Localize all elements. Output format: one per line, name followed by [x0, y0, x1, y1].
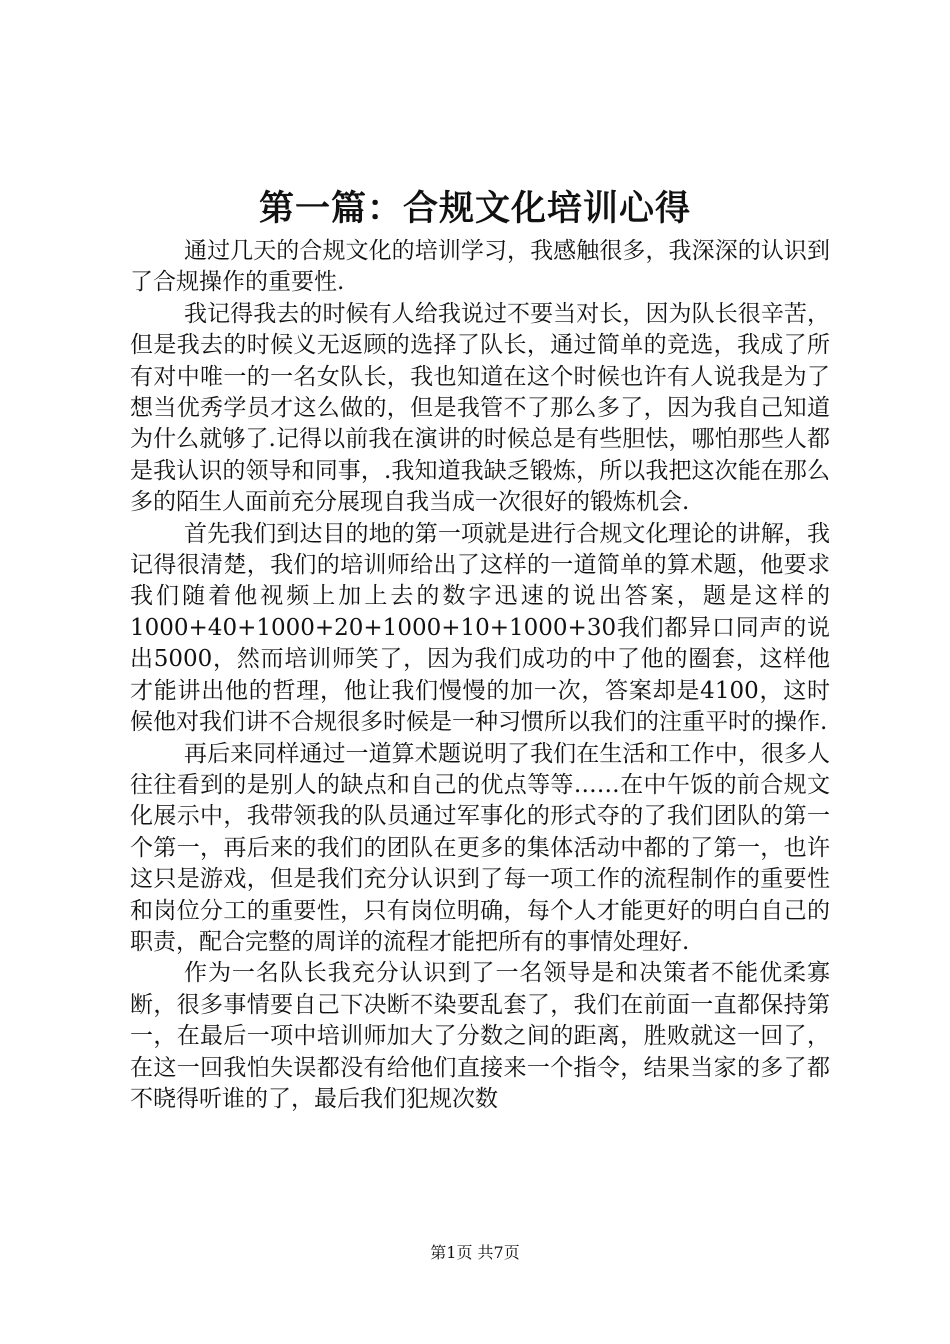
paragraph-1: 通过几天的合规文化的培训学习，我感触很多，我深深的认识到了合规操作的重要性.	[130, 238, 830, 296]
paragraph-2: 我记得我去的时候有人给我说过不要当对长，因为队长很辛苦，但是我去的时候义无返顾的选择了队长，通过简单的竞选，我成了所有对中唯一的一名女队长，我也知道在这个时候也许有人说我是为了想当优秀学员才这么做的，但是我管不了那么多了，因为我自己知道为什么就够了.记得以前我在演讲的时候总是有些胆怯，哪怕那些人都是我认识的领导和同事，.我知道我缺乏锻炼，所以我把这次能在那么多的陌生人面前充分展现自我当成一次很好的锻炼机会.	[130, 300, 830, 516]
document-body	[130, 236, 830, 1115]
paragraph-5: 作为一名队长我充分认识到了一名领导是和决策者不能优柔寡断，很多事情要自己下决断不染要乱套了，我们在前面一直都保持第一，在最后一项中培训师加大了分数之间的距离，胜败就这一回了，在这一回我怕失误都没有给他们直接来一个指令，结果当家的多了都不晓得听谁的了，最后我们犯规次数	[130, 960, 830, 1112]
paragraph-4: 再后来同样通过一道算术题说明了我们在生活和工作中，很多人往往看到的是别人的缺点和自己的优点等等……在中午饭的前合规文化展示中，我带领我的队员通过军事化的形式夺的了我们团队的第一个第一，再后来的我们的团队在更多的集体活动中都的了第一，也许这只是游戏，但是我们充分认识到了每一项工作的流程制作的重要性和岗位分工的重要性，只有岗位明确，每个人才能更好的明白自己的职责，配合完整的周详的流程才能把所有的事情处理好.	[130, 740, 830, 955]
page-number-footer: 第1页 共7页	[430, 1243, 520, 1262]
document-title: 第一篇：合规文化培训心得	[258, 188, 691, 229]
paragraph-3: 首先我们到达目的地的第一项就是进行合规文化理论的讲解，我记得很清楚，我们的培训师给出了这样的一道简单的算术题，他要求我们随着他视频上加上去的数字迅速的说出答案，题是这样的1000+40+1000+20+1000+10+1000+30我们都异口同声的说出5000，然而培训师笑了，因为我们成功的中了他的圈套，这样他才能讲出他的哲理，他让我们慢慢的加一次，答案却是4100，这时候他对我们讲不合规很多时候是一种习惯所以我们的注重平时的操作.	[130, 520, 830, 736]
